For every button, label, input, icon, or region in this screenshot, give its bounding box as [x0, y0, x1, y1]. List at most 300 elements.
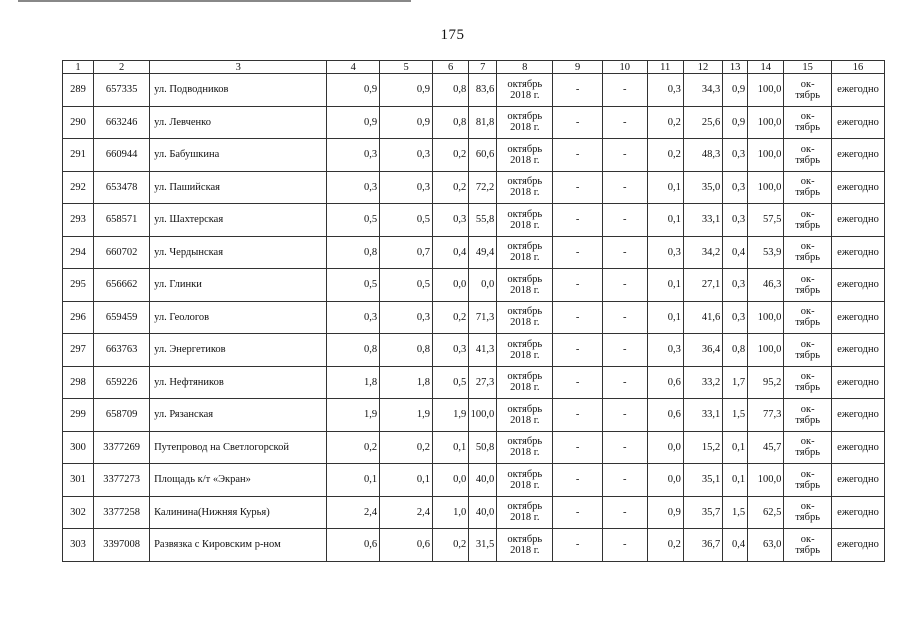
col-6: 0,0	[433, 464, 469, 497]
col-15-part2: тябрь	[795, 122, 821, 134]
col-15-part1: ок-	[800, 371, 815, 383]
table-row	[63, 139, 885, 172]
col-15-part2: тябрь	[795, 317, 821, 329]
col-11: 0,3	[647, 334, 683, 367]
col-13: 0,4	[723, 236, 748, 269]
col-13: 0,3	[723, 269, 748, 302]
object-name: ул. Пашийская	[150, 171, 327, 204]
col-7: 27,3	[469, 366, 497, 399]
col-16: ежегодно	[832, 431, 885, 464]
col-15-part2: тябрь	[795, 252, 821, 264]
header-row	[63, 61, 885, 74]
col-15-part1: ок-	[800, 208, 815, 220]
col-8-year: 2018 г.	[510, 252, 540, 264]
col-12: 34,2	[683, 236, 722, 269]
col-8-year: 2018 г.	[510, 89, 540, 101]
col-11: 0,1	[647, 204, 683, 237]
col-8	[497, 301, 553, 334]
header-cell: 12	[683, 61, 722, 74]
col-10: -	[603, 74, 648, 107]
table-row	[63, 334, 885, 367]
header-cell: 4	[327, 61, 380, 74]
row-number: 301	[63, 464, 94, 497]
col-4: 0,8	[327, 236, 380, 269]
table-row	[63, 529, 885, 562]
col-15-part2: тябрь	[795, 544, 821, 556]
table-row	[63, 464, 885, 497]
col-8-month: октябрь	[507, 306, 543, 318]
table-row	[63, 236, 885, 269]
col-6: 0,2	[433, 301, 469, 334]
object-id: 656662	[94, 269, 150, 302]
object-name: ул. Подводников	[150, 74, 327, 107]
col-8	[497, 464, 553, 497]
col-11: 0,2	[647, 139, 683, 172]
col-11: 0,2	[647, 106, 683, 139]
col-4: 0,6	[327, 529, 380, 562]
col-9: -	[553, 204, 603, 237]
col-9: -	[553, 399, 603, 432]
col-5: 0,7	[380, 236, 433, 269]
col-12: 41,6	[683, 301, 722, 334]
col-5: 0,9	[380, 74, 433, 107]
col-5: 0,9	[380, 106, 433, 139]
col-11: 0,2	[647, 529, 683, 562]
col-8-year: 2018 г.	[510, 414, 540, 426]
col-14: 95,2	[748, 366, 784, 399]
col-6: 0,3	[433, 204, 469, 237]
col-8	[497, 106, 553, 139]
col-6: 0,0	[433, 269, 469, 302]
object-id: 660944	[94, 139, 150, 172]
col-5: 0,5	[380, 204, 433, 237]
col-15-part1: ок-	[800, 273, 815, 285]
table-row	[63, 496, 885, 529]
col-12: 27,1	[683, 269, 722, 302]
table-row	[63, 106, 885, 139]
col-15-part1: ок-	[800, 338, 815, 350]
col-8-month: октябрь	[507, 436, 543, 448]
col-4: 1,8	[327, 366, 380, 399]
header-cell: 9	[553, 61, 603, 74]
col-5: 1,9	[380, 399, 433, 432]
row-number: 303	[63, 529, 94, 562]
col-11: 0,3	[647, 74, 683, 107]
table-row	[63, 301, 885, 334]
col-14: 46,3	[748, 269, 784, 302]
col-4: 0,5	[327, 269, 380, 302]
col-5: 0,6	[380, 529, 433, 562]
header-cell: 7	[469, 61, 497, 74]
col-5: 0,3	[380, 139, 433, 172]
col-16: ежегодно	[832, 139, 885, 172]
col-8-month: октябрь	[507, 403, 543, 415]
col-6: 1,9	[433, 399, 469, 432]
col-15-part1: ок-	[800, 78, 815, 90]
object-id: 653478	[94, 171, 150, 204]
col-15	[784, 496, 832, 529]
col-5: 0,2	[380, 431, 433, 464]
col-12: 34,3	[683, 74, 722, 107]
col-15	[784, 106, 832, 139]
col-9: -	[553, 496, 603, 529]
col-10: -	[603, 334, 648, 367]
col-15	[784, 529, 832, 562]
object-name: ул. Геологов	[150, 301, 327, 334]
object-id: 3397008	[94, 529, 150, 562]
col-13: 0,9	[723, 106, 748, 139]
col-8	[497, 431, 553, 464]
col-15	[784, 301, 832, 334]
object-id: 3377269	[94, 431, 150, 464]
col-4: 0,3	[327, 139, 380, 172]
col-8-month: октябрь	[507, 273, 543, 285]
col-14: 100,0	[748, 301, 784, 334]
col-15	[784, 139, 832, 172]
row-number: 292	[63, 171, 94, 204]
top-rule	[18, 0, 411, 2]
col-8-month: октябрь	[507, 241, 543, 253]
col-8-year: 2018 г.	[510, 187, 540, 199]
col-9: -	[553, 431, 603, 464]
header-cell: 10	[603, 61, 648, 74]
col-8-year: 2018 г.	[510, 512, 540, 524]
col-4: 0,1	[327, 464, 380, 497]
col-11: 0,0	[647, 431, 683, 464]
col-7: 49,4	[469, 236, 497, 269]
col-7: 71,3	[469, 301, 497, 334]
object-name: ул. Чердынская	[150, 236, 327, 269]
col-16: ежегодно	[832, 204, 885, 237]
col-14: 100,0	[748, 171, 784, 204]
row-number: 290	[63, 106, 94, 139]
col-5: 0,3	[380, 301, 433, 334]
object-id: 659459	[94, 301, 150, 334]
col-12: 35,7	[683, 496, 722, 529]
col-4: 0,9	[327, 106, 380, 139]
col-13: 1,7	[723, 366, 748, 399]
col-8	[497, 139, 553, 172]
col-6: 1,0	[433, 496, 469, 529]
col-8-year: 2018 г.	[510, 284, 540, 296]
object-id: 660702	[94, 236, 150, 269]
col-11: 0,6	[647, 399, 683, 432]
col-12: 15,2	[683, 431, 722, 464]
col-4: 0,8	[327, 334, 380, 367]
object-id: 663246	[94, 106, 150, 139]
col-8	[497, 171, 553, 204]
row-number: 300	[63, 431, 94, 464]
col-16: ежегодно	[832, 529, 885, 562]
col-8	[497, 334, 553, 367]
object-name: Калинина(Нижняя Курья)	[150, 496, 327, 529]
col-14: 53,9	[748, 236, 784, 269]
col-15-part2: тябрь	[795, 187, 821, 199]
col-15	[784, 204, 832, 237]
row-number: 293	[63, 204, 94, 237]
col-10: -	[603, 431, 648, 464]
col-6: 0,5	[433, 366, 469, 399]
col-14: 100,0	[748, 106, 784, 139]
table-row	[63, 74, 885, 107]
col-13: 0,8	[723, 334, 748, 367]
col-4: 1,9	[327, 399, 380, 432]
col-9: -	[553, 334, 603, 367]
object-id: 657335	[94, 74, 150, 107]
col-10: -	[603, 236, 648, 269]
col-16: ежегодно	[832, 301, 885, 334]
col-15-part2: тябрь	[795, 447, 821, 459]
col-6: 0,2	[433, 529, 469, 562]
col-16: ежегодно	[832, 366, 885, 399]
object-name: ул. Рязанская	[150, 399, 327, 432]
col-8-month: октябрь	[507, 501, 543, 513]
col-13: 1,5	[723, 399, 748, 432]
col-11: 0,1	[647, 301, 683, 334]
table-row	[63, 171, 885, 204]
col-6: 0,2	[433, 139, 469, 172]
table-row	[63, 269, 885, 302]
col-12: 33,1	[683, 204, 722, 237]
col-7: 81,8	[469, 106, 497, 139]
col-6: 0,2	[433, 171, 469, 204]
col-12: 36,7	[683, 529, 722, 562]
col-8-month: октябрь	[507, 176, 543, 188]
col-16: ежегодно	[832, 171, 885, 204]
col-8	[497, 236, 553, 269]
col-8-month: октябрь	[507, 78, 543, 90]
col-8	[497, 74, 553, 107]
col-15-part1: ок-	[800, 241, 815, 253]
table-row	[63, 366, 885, 399]
col-4: 0,9	[327, 74, 380, 107]
col-9: -	[553, 301, 603, 334]
col-15-part1: ок-	[800, 143, 815, 155]
col-14: 63,0	[748, 529, 784, 562]
header-cell: 6	[433, 61, 469, 74]
page-number: 175	[440, 27, 465, 43]
row-number: 294	[63, 236, 94, 269]
col-15-part2: тябрь	[795, 284, 821, 296]
col-9: -	[553, 74, 603, 107]
row-number: 289	[63, 74, 94, 107]
row-number: 302	[63, 496, 94, 529]
col-15-part2: тябрь	[795, 154, 821, 166]
header-cell: 13	[723, 61, 748, 74]
col-4: 0,3	[327, 171, 380, 204]
col-12: 33,2	[683, 366, 722, 399]
col-7: 72,2	[469, 171, 497, 204]
col-10: -	[603, 496, 648, 529]
col-8-year: 2018 г.	[510, 349, 540, 361]
row-number: 298	[63, 366, 94, 399]
col-5: 1,8	[380, 366, 433, 399]
object-id: 658709	[94, 399, 150, 432]
col-7: 40,0	[469, 464, 497, 497]
col-4: 0,5	[327, 204, 380, 237]
col-16: ежегодно	[832, 269, 885, 302]
col-4: 2,4	[327, 496, 380, 529]
col-6: 0,1	[433, 431, 469, 464]
col-6: 0,4	[433, 236, 469, 269]
col-7: 40,0	[469, 496, 497, 529]
col-13: 0,3	[723, 204, 748, 237]
col-7: 0,0	[469, 269, 497, 302]
col-15-part2: тябрь	[795, 479, 821, 491]
col-10: -	[603, 204, 648, 237]
col-11: 0,6	[647, 366, 683, 399]
col-8-year: 2018 г.	[510, 219, 540, 231]
header-cell: 2	[94, 61, 150, 74]
col-15-part1: ок-	[800, 501, 815, 513]
header-cell: 5	[380, 61, 433, 74]
col-15-part2: тябрь	[795, 382, 821, 394]
col-8	[497, 366, 553, 399]
col-14: 62,5	[748, 496, 784, 529]
col-10: -	[603, 529, 648, 562]
col-8	[497, 529, 553, 562]
col-14: 77,3	[748, 399, 784, 432]
col-13: 0,1	[723, 464, 748, 497]
col-10: -	[603, 399, 648, 432]
col-11: 0,1	[647, 171, 683, 204]
object-name: ул. Шахтерская	[150, 204, 327, 237]
header-cell: 11	[647, 61, 683, 74]
col-8-month: октябрь	[507, 533, 543, 545]
col-13: 1,5	[723, 496, 748, 529]
col-10: -	[603, 139, 648, 172]
col-8-year: 2018 г.	[510, 447, 540, 459]
col-15-part2: тябрь	[795, 89, 821, 101]
col-7: 100,0	[469, 399, 497, 432]
col-15-part2: тябрь	[795, 219, 821, 231]
object-name: ул. Глинки	[150, 269, 327, 302]
col-9: -	[553, 366, 603, 399]
col-16: ежегодно	[832, 334, 885, 367]
col-10: -	[603, 301, 648, 334]
col-15-part1: ок-	[800, 468, 815, 480]
col-8-month: октябрь	[507, 143, 543, 155]
col-12: 33,1	[683, 399, 722, 432]
object-id: 663763	[94, 334, 150, 367]
col-6: 0,8	[433, 74, 469, 107]
row-number: 297	[63, 334, 94, 367]
object-name: Путепровод на Светлогорской	[150, 431, 327, 464]
col-15-part1: ок-	[800, 306, 815, 318]
col-16: ежегодно	[832, 236, 885, 269]
col-15	[784, 431, 832, 464]
col-11: 0,9	[647, 496, 683, 529]
col-13: 0,3	[723, 301, 748, 334]
col-7: 50,8	[469, 431, 497, 464]
col-15	[784, 399, 832, 432]
col-8-year: 2018 г.	[510, 154, 540, 166]
col-7: 83,6	[469, 74, 497, 107]
col-8-month: октябрь	[507, 111, 543, 123]
col-9: -	[553, 171, 603, 204]
col-7: 60,6	[469, 139, 497, 172]
object-name: Развязка с Кировским р-ном	[150, 529, 327, 562]
col-15	[784, 74, 832, 107]
col-15	[784, 171, 832, 204]
col-5: 0,3	[380, 171, 433, 204]
col-14: 45,7	[748, 431, 784, 464]
col-7: 41,3	[469, 334, 497, 367]
col-9: -	[553, 236, 603, 269]
col-8-month: октябрь	[507, 371, 543, 383]
col-15	[784, 464, 832, 497]
col-15-part2: тябрь	[795, 512, 821, 524]
col-8	[497, 496, 553, 529]
col-14: 100,0	[748, 74, 784, 107]
col-5: 0,1	[380, 464, 433, 497]
col-11: 0,1	[647, 269, 683, 302]
object-name: ул. Нефтяников	[150, 366, 327, 399]
col-15-part1: ок-	[800, 176, 815, 188]
object-name: ул. Левченко	[150, 106, 327, 139]
col-15	[784, 366, 832, 399]
object-name: ул. Энергетиков	[150, 334, 327, 367]
col-9: -	[553, 139, 603, 172]
col-15-part1: ок-	[800, 436, 815, 448]
table-row	[63, 399, 885, 432]
col-16: ежегодно	[832, 399, 885, 432]
col-8-month: октябрь	[507, 468, 543, 480]
col-11: 0,0	[647, 464, 683, 497]
col-15	[784, 269, 832, 302]
col-8-month: октябрь	[507, 208, 543, 220]
col-13: 0,1	[723, 431, 748, 464]
col-6: 0,3	[433, 334, 469, 367]
col-9: -	[553, 106, 603, 139]
col-15	[784, 334, 832, 367]
col-7: 31,5	[469, 529, 497, 562]
col-11: 0,3	[647, 236, 683, 269]
object-id: 3377258	[94, 496, 150, 529]
col-8	[497, 204, 553, 237]
col-15-part1: ок-	[800, 403, 815, 415]
col-14: 100,0	[748, 464, 784, 497]
col-16: ежегодно	[832, 106, 885, 139]
col-16: ежегодно	[832, 496, 885, 529]
data-table	[62, 60, 885, 562]
col-7: 55,8	[469, 204, 497, 237]
object-name: Площадь к/т «Экран»	[150, 464, 327, 497]
header-cell: 8	[497, 61, 553, 74]
col-8-year: 2018 г.	[510, 122, 540, 134]
col-13: 0,9	[723, 74, 748, 107]
col-14: 100,0	[748, 139, 784, 172]
col-15-part1: ок-	[800, 111, 815, 123]
row-number: 296	[63, 301, 94, 334]
col-10: -	[603, 366, 648, 399]
col-8-year: 2018 г.	[510, 382, 540, 394]
col-8-year: 2018 г.	[510, 544, 540, 556]
col-16: ежегодно	[832, 74, 885, 107]
col-13: 0,4	[723, 529, 748, 562]
col-10: -	[603, 106, 648, 139]
col-14: 100,0	[748, 334, 784, 367]
row-number: 299	[63, 399, 94, 432]
col-15	[784, 236, 832, 269]
header-cell: 1	[63, 61, 94, 74]
col-12: 25,6	[683, 106, 722, 139]
col-15-part1: ок-	[800, 533, 815, 545]
header-cell: 14	[748, 61, 784, 74]
col-9: -	[553, 269, 603, 302]
header-cell: 3	[150, 61, 327, 74]
col-15-part2: тябрь	[795, 414, 821, 426]
